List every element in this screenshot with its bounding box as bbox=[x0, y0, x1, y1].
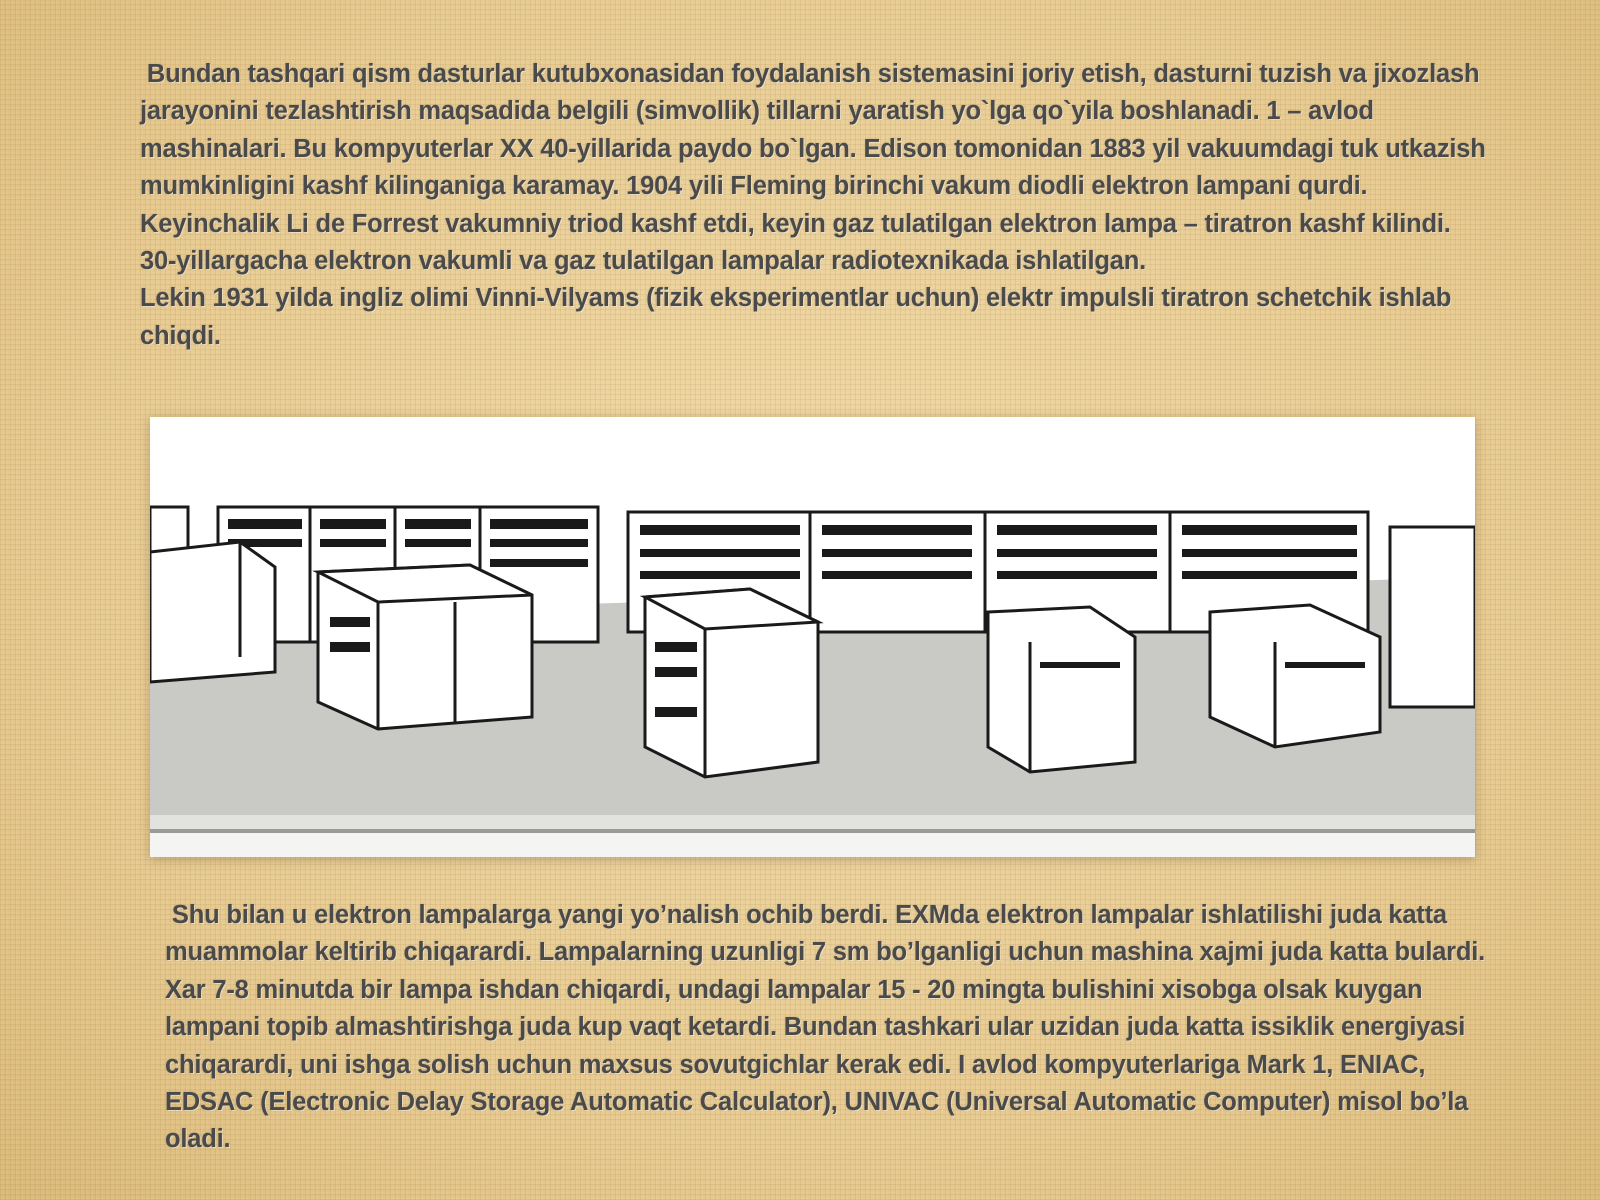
computer-room-illustration bbox=[150, 417, 1475, 857]
top-text-block bbox=[140, 56, 1490, 355]
paragraph-tube-history: Bundan tashqari qism dasturlar kutubxonasidan foydalanish sistemasini joriy etish, dasturni tuzish va jixozlash jarayonini tezlashtirish maqsadida belgili (simvollik) tillarni yaratish yo`lga qo`yila boshlanadi. 1 – avlod mashinalari. Bu kompyuterlar XX 40-yillarida paydo bo`lgan. Edison tomonidan 1883 yil vakuumdagi tuk utkazish mumkinligini kashf kilinganiga karamay. 1904 yili Fleming birinchi vakum diodli elektron lampani qurdi. Keyinchalik Li de Forrest vakumniy triod kashf etdi, keyin gaz tulatilgan elektron lampa – tiratron kashf kilindi. 30-yillargacha elektron vakumli va gaz tulatilgan lampalar radiotexnikada ishlatilgan. bbox=[140, 60, 1486, 276]
paragraph-williams-counter: Lekin 1931 yilda ingliz olimi Vinni-Vilyams (fizik eksperimentlar uchun) elektr impulsli tiratron schetchik ishlab chiqdi. bbox=[140, 284, 1452, 350]
bottom-text-block bbox=[165, 897, 1500, 1159]
first-generation-computer-icon bbox=[150, 417, 1475, 857]
paragraph-first-generation: Shu bilan u elektron lampalarga yangi yo’nalish ochib berdi. EXMda elektron lampalar ishlatilishi juda katta muammolar keltirib chiqarardi. Lampalarning uzunligi 7 sm bo’lganligi uchun mashina xajmi juda katta bulardi. Xar 7-8 minutda bir lampa ishdan chiqardi, undagi lampalar 15 - 20 mingta bulishini xisobga olsak kuygan lampani topib almashtirishga juda kup vaqt ketardi. Bundan tashkari ular uzidan juda katta issiklik energiyasi chiqarardi, uni ishga solish uchun maxsus sovutgichlar kerak edi. I avlod kompyuterlariga Mark 1, ENIAC, EDSAC (Electronic Delay Storage Automatic Calculator), UNIVAC (Universal Automatic Computer) misol bo’la oladi. bbox=[165, 901, 1486, 1154]
